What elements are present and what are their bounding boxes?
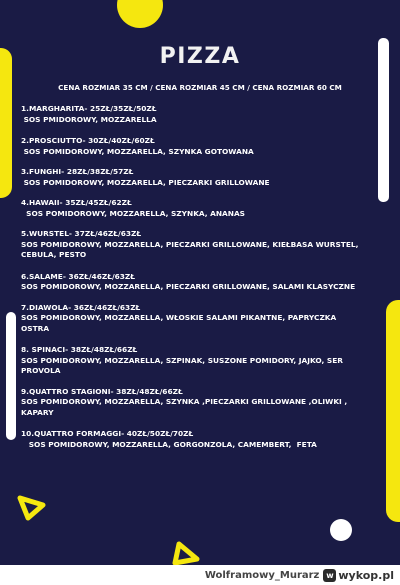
pizza-ingredients: SOS POMIDOROWY, MOZZARELLA, PIECZARKI GRILLOWANE xyxy=(21,177,270,187)
pizza-ingredients: SOS POMIDOROWY, MOZZARELLA, GORGONZOLA, CAMEMBERT, FETA xyxy=(21,439,317,449)
pizza-ingredients: SOS POMIDOROWY, MOZZARELLA, PIECZARKI GRILLOWANE, KIEŁBASA WURSTEL, xyxy=(21,239,359,249)
size-price-header: CENA ROZMIAR 35 CM / CENA ROZMIAR 45 CM / CENA ROZMIAR 60 CM xyxy=(58,83,342,92)
pizza-ingredients: SOS POMIDOROWY, MOZZARELLA, SZYNKA ,PIECZARKI GRILLOWANE ,OLIWKI , xyxy=(21,397,348,406)
yellow-bar-left xyxy=(0,48,12,198)
credit-username: Wolframowy_Murarz xyxy=(204,569,320,581)
pizza-ingredients: SOS POMIDOROWY, MOZZARELLA, SZYNKA GOTOWANA xyxy=(21,146,254,156)
pizza-name-price: 9.QUATTRO STAGIONI- 38ZŁ/48ZŁ/66ZŁ xyxy=(21,386,183,396)
pizza-ingredients: SOS POMIDOROWY, MOZZARELLA, SZPINAK, SUSZONE POMIDORY, JAJKO, SER xyxy=(21,355,343,365)
pizza-ingredients: SOS POMIDOROWY, MOZZARELLA, WŁOSKIE SALAMI PIKANTNE, PAPRYCZKA xyxy=(21,313,337,322)
pizza-ingredients: SOS POMIDOROWY, MOZZARELLA, SZYNKA, ANANAS xyxy=(21,208,246,218)
yellow-triangle-icon xyxy=(172,541,200,565)
pizza-name-price: 3.FUNGHI- 28ZŁ/38ZŁ/57ZŁ xyxy=(21,167,134,176)
wykop-logo-icon: w xyxy=(323,569,336,582)
pizza-name-price: 8. SPINACI- 38ZŁ/48ZŁ/66ZŁ xyxy=(21,345,138,354)
white-circle-icon xyxy=(330,519,352,541)
pizza-ingredients: OSTRA xyxy=(21,323,50,333)
site-logo[interactable] xyxy=(323,569,394,582)
list-item xyxy=(21,198,379,219)
list-item xyxy=(21,345,379,377)
pizza-ingredients: CEBULA, PESTO xyxy=(21,250,87,259)
pizza-ingredients: SOS PMIDOROWY, MOZZARELLA xyxy=(21,114,157,124)
page-title: PIZZA xyxy=(159,44,241,69)
pizza-ingredients: PROVOLA xyxy=(21,366,61,375)
list-item xyxy=(21,167,379,188)
list-item xyxy=(21,136,379,157)
pizza-list xyxy=(21,104,379,450)
yellow-bar-right xyxy=(386,300,400,522)
list-item xyxy=(21,104,379,125)
white-bar-left xyxy=(6,312,16,440)
pizza-ingredients: KAPARY xyxy=(21,407,54,417)
pizza-name-price: 10.QUATTRO FORMAGGI- 40ZŁ/50ZŁ/70ZŁ xyxy=(21,429,194,438)
pizza-name-price: 7.DIAWOLA- 36ZŁ/46ZŁ/63ZŁ xyxy=(21,302,141,312)
list-item xyxy=(21,229,379,261)
list-item xyxy=(21,272,379,293)
pizza-ingredients: SOS POMIDOROWY, MOZZARELLA, PIECZARKI GRILLOWANE, SALAMI KLASYCZNE xyxy=(21,282,356,291)
list-item xyxy=(21,303,379,335)
site-name: wykop.pl xyxy=(338,568,394,582)
list-item xyxy=(21,429,379,450)
pizza-name-price: 4.HAWAII- 35ZŁ/45ZŁ/62ZŁ xyxy=(21,198,132,207)
pizza-name-price: 2.PROSCIUTTO- 30ZŁ/40ZŁ/60ZŁ xyxy=(21,136,155,145)
yellow-triangle-icon xyxy=(17,494,47,522)
pizza-name-price: 6.SALAME- 36ZŁ/46ZŁ/63ZŁ xyxy=(21,271,136,281)
list-item xyxy=(21,387,379,419)
credit xyxy=(205,568,394,582)
yellow-circle-icon xyxy=(117,0,163,28)
pizza-name-price: 5.WURSTEL- 37ZŁ/46ZŁ/63ZŁ xyxy=(21,229,142,238)
pizza-name-price: 1.MARGHARITA- 25ZŁ/35ZŁ/50ZŁ xyxy=(21,104,157,113)
footer xyxy=(0,565,400,585)
